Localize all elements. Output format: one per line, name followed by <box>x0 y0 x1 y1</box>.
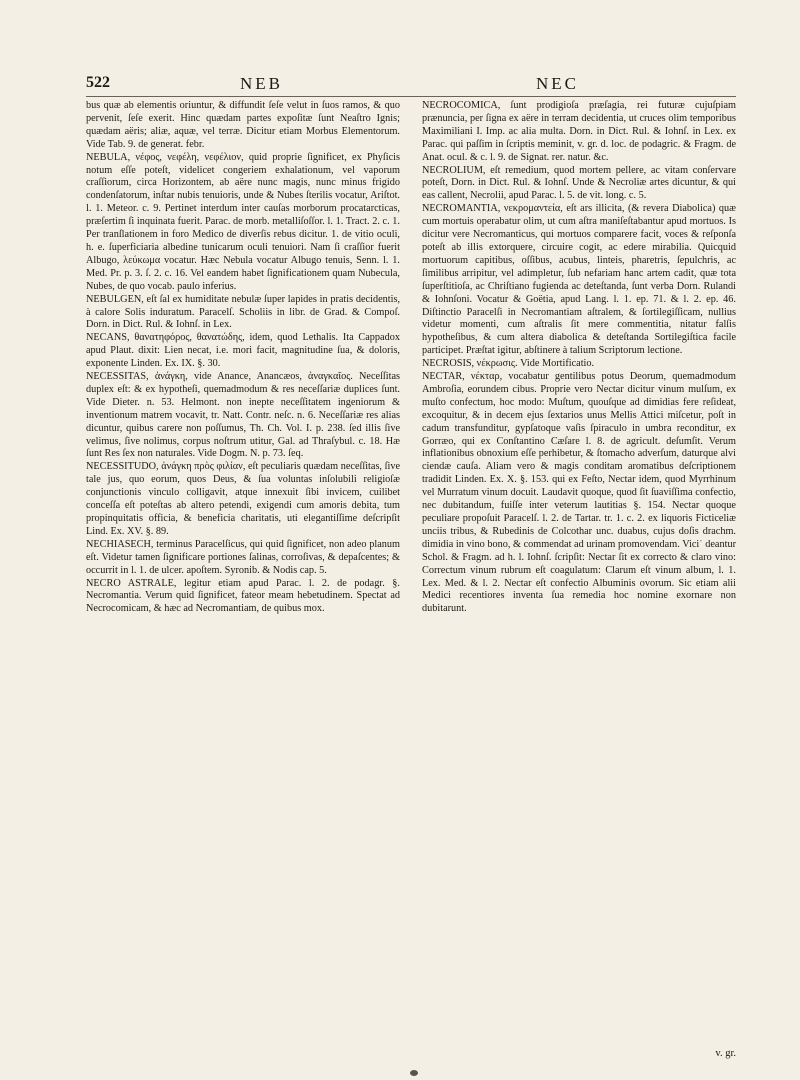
right-column <box>422 100 736 616</box>
entry-necans: NECANS, θανατηφόρος, θανατώδης, idem, quod Lethalis. Ita Cappadox apud Plaut. dixit: Lien necat, i.e. mori facit, magnitudine ſua, & doloris, exponente Linden. Ex. IX. §. 30. <box>86 332 400 370</box>
entry-necessitas: NECESSITAS, ἀνάγκη, vide Anance, Anancæos, ἀναγκαῖος. Neceſſitas duplex eſt: & ex hypotheſi, quemadmodum & res neceſſariæ duplices ſunt. Vide Dieter. n. 53. Helmont. non inepte neceſſitatem ingeniorum & inventionum matrem vocavit, tr. Natt. Contr. neſc. n. 6. Neceſſariæ res alias dicuntur, quibus carere non poſſumus, Th. Ch. Vol. I. p. 238. ſed illis ſive velimus, ſive nolimus, corpus noſtrum utitur, Gal. ad Thraſybul. c. 18. Hæ ſunt Res ſex non naturales. Vide Dogm. N. p. 73. ſeq. <box>86 371 400 460</box>
entry-necrosis: NECROSIS, νέκρωσις. Vide Mortificatio. <box>422 358 595 370</box>
entry-paragraph: bus quæ ab elementis oriuntur, & diffundit ſeſe velut in ſuos ramos, & quo pervenit, ſeſe exerit. Hinc quædam partes expoſitæ ſunt Neaſtro Ignis; quædam aëris; aliæ, aquæ, vel terræ. Dicitur etiam Morbus Elementorum. Vide Tab. 9. de generat. febr. <box>86 100 400 150</box>
entry-nectar: NECTAR, νέκταρ, vocabatur gentilibus potus Deorum, quemadmodum Ambroſia, eorundem cibus. Proprie vero Nectar dicitur vinum mulſum, ex muſto confectum, hoc modo: Muſtum, quouſque ad dimidias fere reſideat, excoquitur, & in decem ejus ſextarios unus Mellis Attici miſcetur, poſt in cadum transfunditur, gypſatoque vaſis ſpiraculo in umbra reconditur, ex Gorræo, qui ex Conſtantino Cæſare l. 8. de agricult. deſumſit. Verum inflationibus obnoxium eſſe perhibetur, & ſtomacho adverſum, daturque alvi ciendæ cauſa. Aliam vero & magis conditam aromatibus deſcriptionem tradidit Linden. Ex. X. §. 153. qui ex Feſto, Nectar idem, quod Myrrhinum vel Murratum vinum docuit. Laudavit quoque, quod ſit ſuaviſſima confectio, nec dubitandum, fuiſſe inter veterum lautitias §. 154. Nectar quoque peculiare propoſuit Paracelſ. l. 2. de Tartar. tr. 1. c. 2. ex liquoris Ficticeliæ unciis tribus, & Rubedinis de Colcothar unc. duabus, cujus doſis drachm. dimidia in vino bono, & commendat ad urinam promovendam. Viciˈ deantur Schol. & Fragm. ad h. l. Iohnſ. ſcripſit: Nectar ſit ex correcto & claro vino: Correctum vinum rubrum eſt coagulatum: Clarum eſt vinum album, l. 1. Lex. Med. & l. 2. Nectar eſt confectio Albuminis ovorum. Sic etiam alii Medici recentiores inventa ſua remedia hoc nomine exornare non dubitarunt. <box>422 371 736 615</box>
entry-nebulgen: NEBULGEN, eſt ſal ex humiditate nebulæ ſuper lapides in pratis decidentis, à calore Solis induratum. Paracelſ. Scholiis in libr. de Grad. & Compoſ. Dorn. in Dict. Rul. & Iohnſ. in Lex. <box>86 293 400 331</box>
entry-nebula: NEBULA, νέφος, νεφέλη, νεφέλιον, quid proprie ſignificet, ex Phyſicis notum eſſe poteſt, videlicet congeriem exhalationum, vel vaporum craſſiorum, circa Horizontem, ab aëre nunc magis, nunc minus frigido condenſatorum, inſtar nubis tenuioris, unde & Nubes ſterilis vocatur, Ariſtot. l. 1. Meteor. c. 9. Pertinet interdum inter cauſas morborum procatarcticas, præſertim ſi inquinata fuerit. Parac. de morb. metalliſoſſor. l. 1. Tract. 2. c. 1. Per tranſlationem in foro Medico de diverſis rebus dicitur. 1. de vitio oculi, h. e. ſuperficiaria albedine tunicarum oculi tenuiori. Nam ſi craſſior fuerit Albugo, λεύκωμα vocatur. Hæc Nebula vocatur Albugo tenuis, Senn. l. 1. Med. Pr. p. 3. ſ. 2. c. 16. Vel eandem habet ſignificationem quam Nubecula, Nubes, de quo vocab. paulo inferius. <box>86 151 400 292</box>
page-number: 522 <box>86 74 110 91</box>
entry-necromantia: NECROMANTIA, νεκρομαντεία, eſt ars illicita, (& revera Diabolica) quæ cum mortuis operabatur olim, ut cum aſtra maniſeſtabantur apud mortuos. Is dicitur vere Necromanticus, qui mortuos comparere facit, voces & reſponſa poteſt ab illis extorquere, circuire cogit, ac edere mirabilia. Quicquid mortuorum capitibus, oſſibus, acubus, linteis, pharetris, ſepulchris, ac ſimilibus arripitur, vel adimpletur, ſub nefariam hanc artem cadit, quæ tota ſuperſtitioſa, ac Chriſtiano fugienda ac deteſtanda, ſunt verba Dorn. Rulandi & Iohnſoni. Vocatur & Goëtia, apud Lang. l. 1. ep. 71. & l. 2. ep. 46. Diſtinctio Paracelſi in Necromantiam aſtralem, & ſortilegiſſicam, nullius videtur momenti, cum aſtralis ſit mere commentitia, nitatur falſis hypotheſibus, & cum altera diabolica & deteſtanda Sortilegiſtica facile participet. Præſtat igitur, abſtinere à talium Scriptorum lectione. <box>422 203 736 357</box>
entry-necessitudo: NECESSITUDO, ἀνάγκη πρὸς φιλίαν, eſt peculiaris quædam neceſſitas, ſive tale jus, quo eorum, quos Deus, & ſua voluntas inſolubili religioſæ conjunctionis vinculo colligavit, atque innexuit ſibi invicem, cuilibet conceſſa eſt poteſtas ab altero petendi, exigendi cum amoris debita, tum propinquitatis officia, & beneficia charitatis, uti elegantiſſime deſcripſit Lind. Ex. XV. §. 89. <box>86 461 400 537</box>
entry-necrocomica: NECROCOMICA, ſunt prodigioſa præſagia, rei futuræ cujuſpiam prænuncia, per ſigna ex aëre in terram decidentia, ut cruces olim temporibus Maximiliani I. Imp. ac alia multa. Dorn. in Dict. Rul. & Iohnſ. in Lex. ex Parac. qui paſſim in ſcriptis meminit, v. gr. d. loc. de podagric. & Fragm. de Anat. ocul. & c. l. 9. de Signat. rer. natur. &c. <box>422 100 736 163</box>
header-rule <box>86 96 736 97</box>
left-column <box>86 100 400 616</box>
catchword: v. gr. <box>715 1048 736 1059</box>
entry-necrolium: NECROLIUM, eſt remedium, quod mortem pellere, ac vitam conſervare poteſt, Dorn. in Dict. Rul. & Iohnſ. Unde & Necroliæ artes dicuntur, & qui eas callent, Necrolii, apud Parac. l. 5. de vit. long. c. 5. <box>422 164 736 202</box>
ink-spot <box>410 1070 418 1076</box>
running-head-left: NEB <box>240 74 283 93</box>
running-head-right: NEC <box>536 74 579 93</box>
entry-nechiasech: NECHIASECH, terminus Paracelſicus, qui quid ſignificet, non adeo planum eſt. Videtur tamen ſignificare portiones ſalinas, corroſivas, & depaſcentes; & occurrit in l. 1. de ulcer. apoſtem. Syronib. & Nodis cap. 5. <box>86 538 400 576</box>
entry-necro-astrale: NECRO ASTRALE, legitur etiam apud Parac. l. 2. de podagr. §. Necromantia. Verum quid ſignificet, fateor meam hebetudinem. Spectat ad Necrocomicam, & hæc ad Necromantiam, de quibus mox. <box>86 577 400 615</box>
